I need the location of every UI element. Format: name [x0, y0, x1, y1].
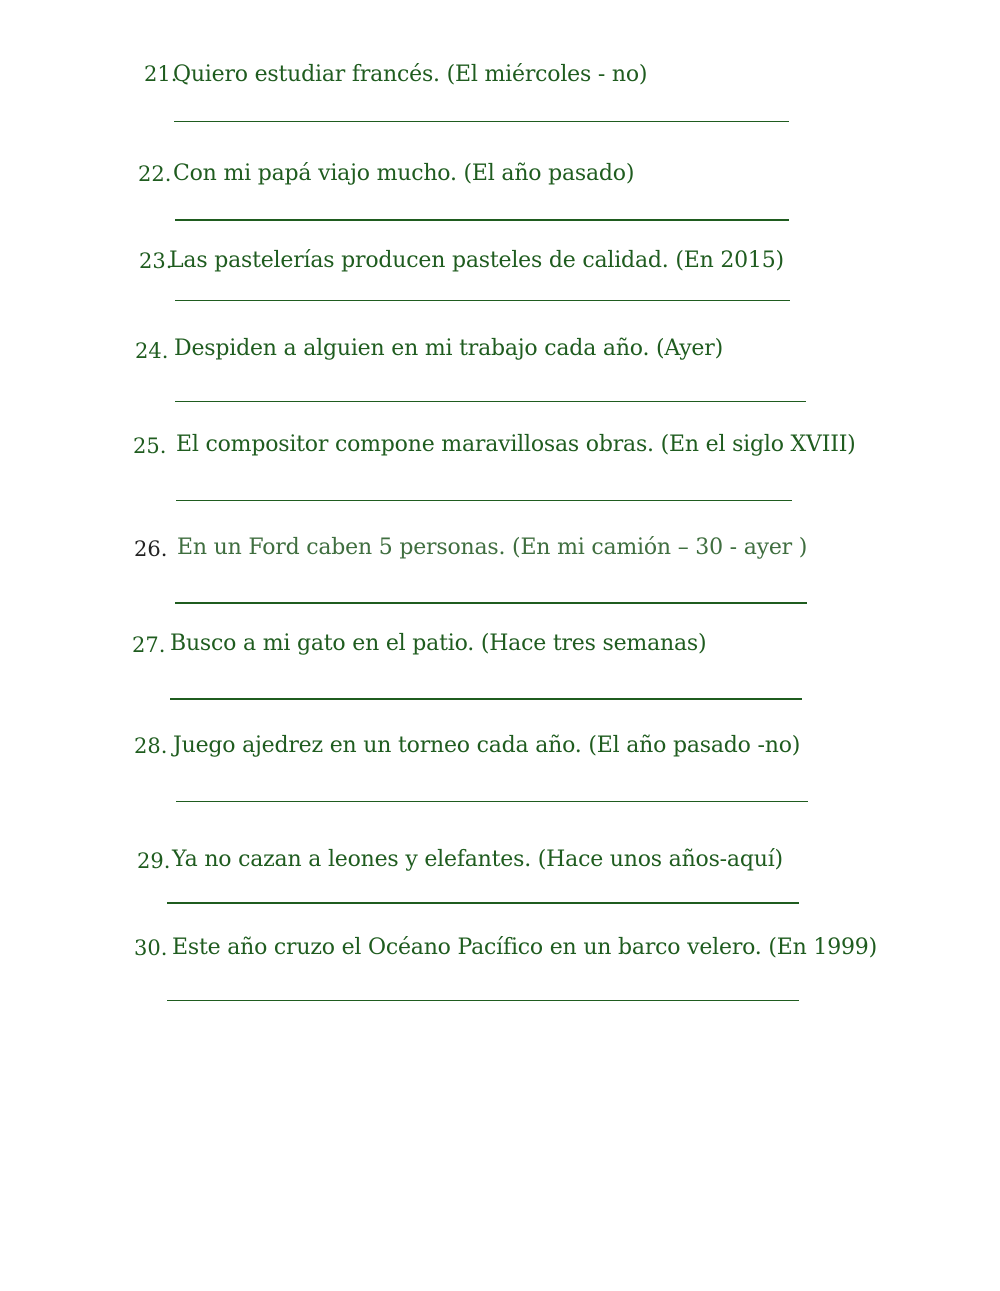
- answer-line[interactable]: [175, 401, 806, 402]
- exercise-sentence: En un Ford caben 5 personas. (En mi camión – 30 - ayer ): [177, 535, 808, 560]
- exercise-number: 27.: [132, 633, 166, 657]
- answer-line[interactable]: [167, 1000, 799, 1001]
- exercise-number: 21.: [144, 62, 178, 86]
- exercise-sentence: El compositor compone maravillosas obras. (En el siglo XVIII): [176, 432, 856, 457]
- answer-line[interactable]: [174, 121, 789, 122]
- exercise-sentence: Quiero estudiar francés. (El miércoles - no): [173, 62, 648, 87]
- exercise-number: 30.: [134, 936, 168, 960]
- exercise-number: 28.: [134, 734, 168, 758]
- exercise-sentence: Con mi papá viajo mucho. (El año pasado): [173, 161, 635, 186]
- exercise-number: 29.: [137, 849, 171, 873]
- exercise-sentence: Busco a mi gato en el patio. (Hace tres semanas): [170, 631, 707, 656]
- exercise-sentence: Este año cruzo el Océano Pacífico en un barco velero. (En 1999): [172, 935, 877, 960]
- answer-line[interactable]: [175, 300, 790, 301]
- exercise-sentence: Las pastelerías producen pasteles de calidad. (En 2015): [169, 248, 784, 273]
- exercise-sentence: Ya no cazan a leones y elefantes. (Hace unos años-aquí): [172, 847, 783, 872]
- answer-line[interactable]: [175, 219, 789, 221]
- exercise-number: 26.: [134, 537, 168, 561]
- answer-line[interactable]: [176, 801, 808, 802]
- answer-line[interactable]: [170, 698, 802, 700]
- exercise-number: 25.: [133, 434, 167, 458]
- exercise-sentence: Juego ajedrez en un torneo cada año. (El año pasado -no): [173, 733, 801, 758]
- exercise-sentence: Despiden a alguien en mi trabajo cada año. (Ayer): [174, 336, 723, 361]
- answer-line[interactable]: [175, 602, 807, 604]
- exercise-number: 22.: [138, 162, 172, 186]
- exercise-number: 23.: [139, 249, 173, 273]
- exercise-number: 24.: [135, 339, 169, 363]
- answer-line[interactable]: [167, 902, 799, 904]
- answer-line[interactable]: [176, 500, 792, 501]
